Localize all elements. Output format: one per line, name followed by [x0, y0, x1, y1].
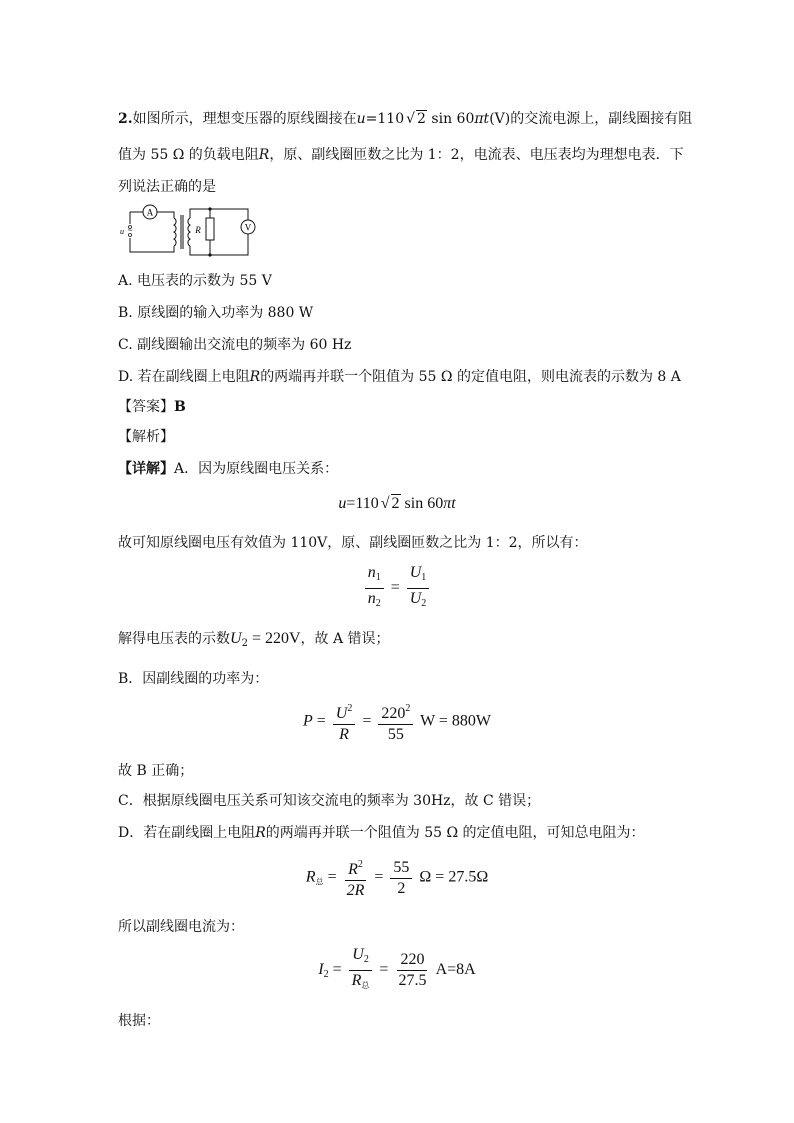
question-line-3: 列说法正确的是	[118, 179, 216, 195]
voltmeter-label: V	[244, 222, 252, 233]
question-line-1: 2.如图所示，理想变压器的原线圈接在u=110 √ 2 sin 60πt(V)的交流电源上，副线圈接有阻	[118, 111, 693, 127]
detail-text-4: 故 B 正确；	[118, 763, 194, 779]
detail-text-7: 所以副线圈电流为：	[118, 919, 244, 935]
resistor-label: R	[195, 225, 201, 235]
answer-line	[118, 396, 186, 416]
equation-power: P = $\frac{U^2}{R}$ = $\frac{220^2}{55}$ W = 880W	[0, 700, 794, 744]
source-label: u	[120, 227, 124, 236]
detail-text-1: 故可知原线圈电压有效值为 110V，原、副线圈匝数之比为 1：2，所以有：	[118, 535, 588, 551]
equation-turns-ratio: $\frac{n_1}{n_2}$ = $\frac{U_1}{U_2}$	[0, 564, 794, 613]
question-number: 2.	[118, 111, 133, 127]
transformer-circuit-diagram	[118, 198, 268, 260]
equation-total-resistance: $R_总$ = $\frac{R^2}{2R}$ = $\frac{55}{2}$ Ω = 27.5Ω	[0, 856, 794, 900]
question-line-2: 值为 55 Ω 的负载电阻R，原、副线圈匝数之比为 1：2，电流表、电压表均为理想电表．下	[118, 147, 684, 163]
detail-text-8: 根据：	[118, 1013, 160, 1029]
analysis-label: 【解析】	[118, 429, 174, 445]
equation-voltage: u=110 √ 2 sin 60πt	[338, 495, 456, 512]
detail-text-3: B．因副线圈的功率为：	[118, 671, 269, 687]
ammeter-label: A	[146, 207, 154, 218]
equation-secondary-current: $I_2$ = $\frac{U_2}{R_总}$ = $\frac{220}{27.5}$ A=8A	[318, 946, 476, 990]
detail-text-6: D．若在副线圈上电阻R的两端再并联一个阻值为 55 Ω 的定值电阻，可知总电阻为：	[118, 825, 645, 841]
detail-text-5: C．根据原线圈电压关系可知该交流电的频率为 30Hz，故 C 错误；	[118, 793, 541, 809]
svg-text:~: ~	[127, 226, 133, 235]
answer-label: 【答案】	[118, 399, 174, 415]
answer-value: B	[174, 399, 186, 415]
option-b: B. 原线圈的输入功率为 880 W	[118, 305, 314, 321]
option-d: D. 若在副线圈上电阻R的两端再并联一个阻值为 55 Ω 的定值电阻，则电流表的示数为 8 A	[118, 369, 681, 385]
option-a: A. 电压表的示数为 55 V	[118, 273, 272, 289]
detail-text-2: 解得电压表的示数$U_2 = 220V$，故 A 错误；	[118, 630, 390, 649]
detail-intro: 【详解】A．因为原线圈电压关系：	[118, 461, 339, 477]
option-c: C. 副线圈输出交流电的频率为 60 Hz	[118, 337, 352, 353]
